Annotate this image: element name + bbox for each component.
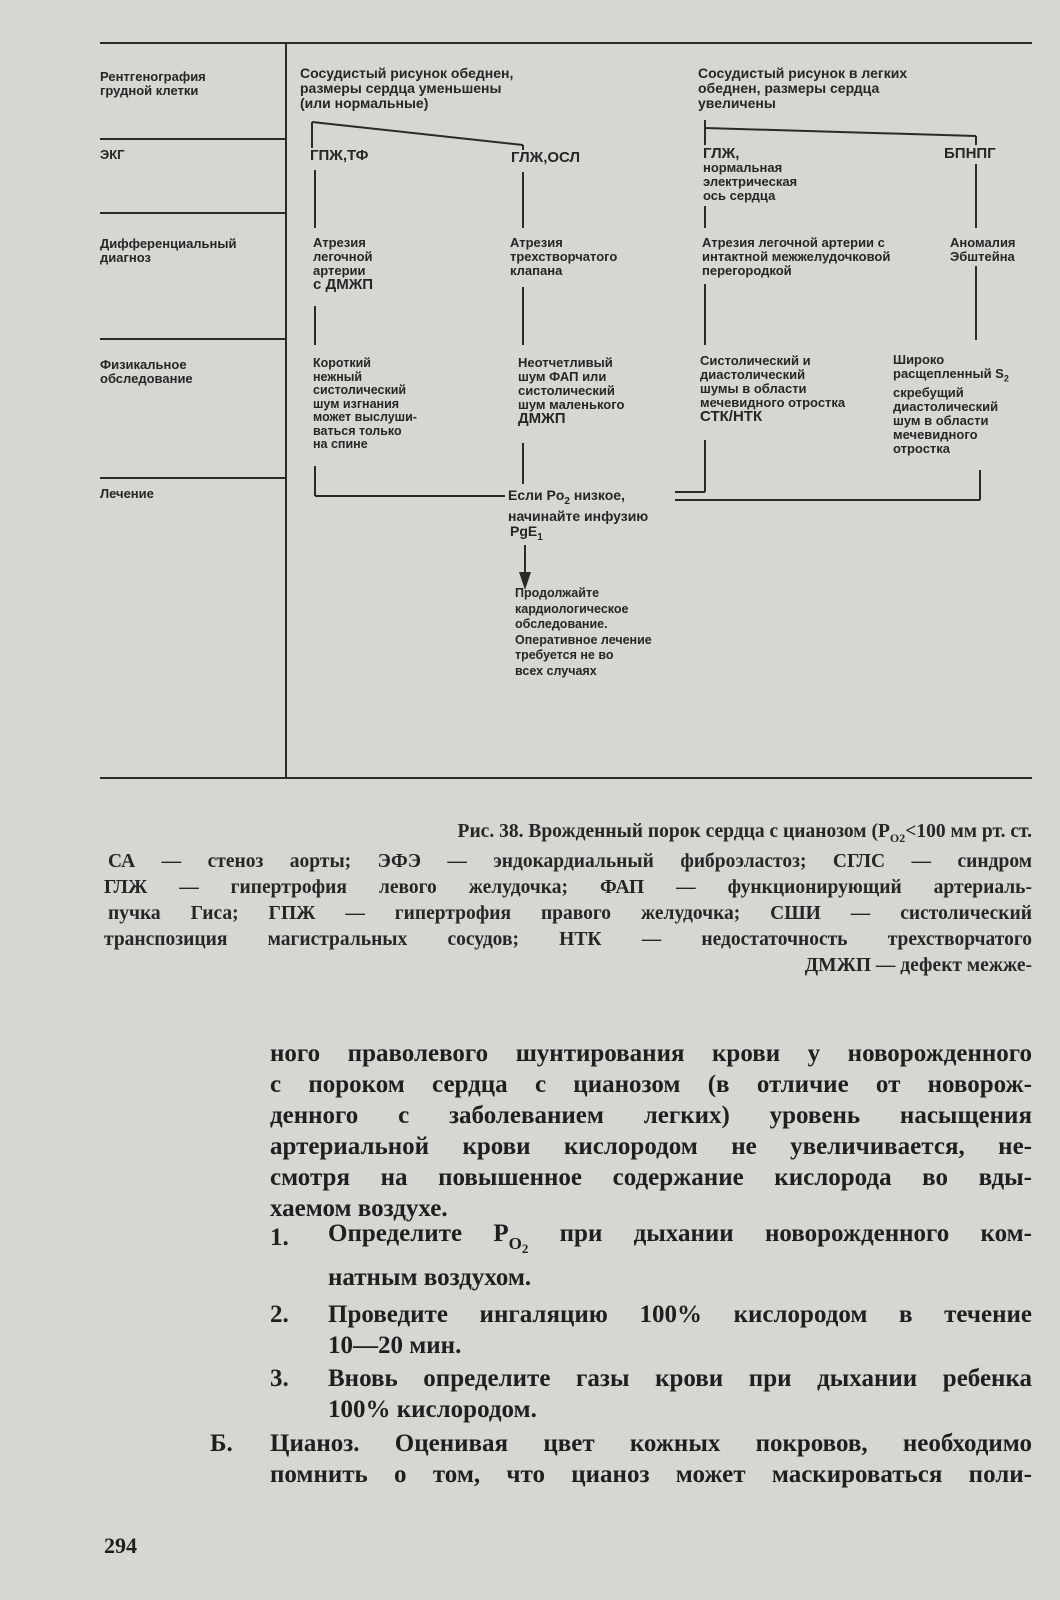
caption-line-2: СА — стеноз аорты; ЭФЭ — эндокардиальный фиброэластоз; СГЛС — синдром: [108, 851, 1032, 872]
right-xray-box: Сосудистый рисунок в легких обеднен, размеры сердца увеличены: [698, 65, 908, 111]
left-exam-b: Неотчетливый шум ФАП или систолический шум маленького ДМЖП: [518, 355, 625, 427]
right-exam-b: Широко расщепленный $S_2$ скребущий диастолический шум в области мечевидного отростка: [893, 352, 1009, 456]
treatment-box: Если $Po_2$ низкое, начинайте инфузию PgE$_1$: [508, 487, 649, 543]
followup-box: Продолжайте кардиологическое обследование. Оперативное лечение требуется не во всех случаях: [515, 586, 652, 678]
row-label-ecg: ЭКГ: [100, 147, 125, 162]
left-ecg-b: ГЛЖ,ОСЛ: [511, 149, 581, 166]
page-number: 294: [104, 1533, 137, 1558]
caption-line-1: Рис. 38. Врожденный порок сердца с цианозом ($P_{O2}<100$ мм рт. ст.: [457, 821, 1032, 845]
right-exam-a: Систолический и диастолический шумы в области мечевидного отростка СТК/НТК: [700, 353, 846, 425]
caption-line-4: пучка Гиса; ГПЖ — гипертрофия правого желудочка; СШИ — систолический: [108, 903, 1032, 924]
left-dx-b: Атрезия трехстворчатого клапана: [510, 235, 618, 278]
section-b-text: Цианоз. Оценивая цвет кожных покровов, необходимо помнить о том, что цианоз может маскироваться поли-: [270, 1430, 1032, 1488]
step-3: Вновь определите газы крови при дыхании ребенка 100% кислородом.: [328, 1365, 1032, 1423]
caption-line-5: транспозиция магистральных сосудов; НТК — недостаточность трехстворчатого: [104, 929, 1032, 950]
section-letter: Б.: [210, 1430, 233, 1457]
step-1: Определите $P_{O2}$ при дыхании новорожденного ком- натным воздухом.: [328, 1220, 1032, 1291]
left-exam-a: Короткий нежный систолический шум изгнания может выслуши- ваться только на спине: [313, 356, 417, 451]
step-number: 2.: [270, 1301, 289, 1328]
step-number: 3.: [270, 1365, 289, 1392]
step-number: 1.: [270, 1224, 289, 1251]
right-dx-b: Аномалия Эбштейна: [950, 235, 1016, 264]
caption-line-6: ДМЖП — дефект межже-: [804, 955, 1032, 976]
row-label-exam: Физикальное обследование: [100, 357, 193, 386]
row-label-treatment: Лечение: [100, 486, 154, 501]
right-ecg-a: ГЛЖ, нормальная электрическая ось сердца: [703, 145, 798, 203]
left-ecg-a: ГПЖ,ТФ: [310, 147, 369, 164]
right-ecg-b: БПНПГ: [944, 145, 996, 162]
row-label-xray: Рентгенография грудной клетки: [100, 69, 206, 98]
body-paragraph: ного праволевого шунтирования крови у новорожденного с пороком сердца с цианозом (в отличие от новорож- денного с заболеванием легких) уровень насыщения артериальной крови кислородом не увеличивается, не- смотря на повышенное содержание кислорода во вды- хаемом воздухе.: [270, 1040, 1032, 1222]
step-2: Проведите ингаляцию 100% кислородом в течение 10—20 мин.: [328, 1301, 1032, 1359]
left-dx-a: Атрезия легочной артерии с ДМЖП: [313, 235, 374, 293]
right-dx-a: Атрезия легочной артерии с интактной межжелудочковой перегородкой: [702, 235, 891, 278]
left-xray-box: Сосудистый рисунок обеднен, размеры сердца уменьшены (или нормальные): [300, 65, 514, 111]
caption-line-3: ГЛЖ — гипертрофия левого желудочка; ФАП — функционирующий артериаль-: [104, 877, 1032, 898]
row-label-diagnosis: Дифференциальный диагноз: [100, 236, 237, 265]
